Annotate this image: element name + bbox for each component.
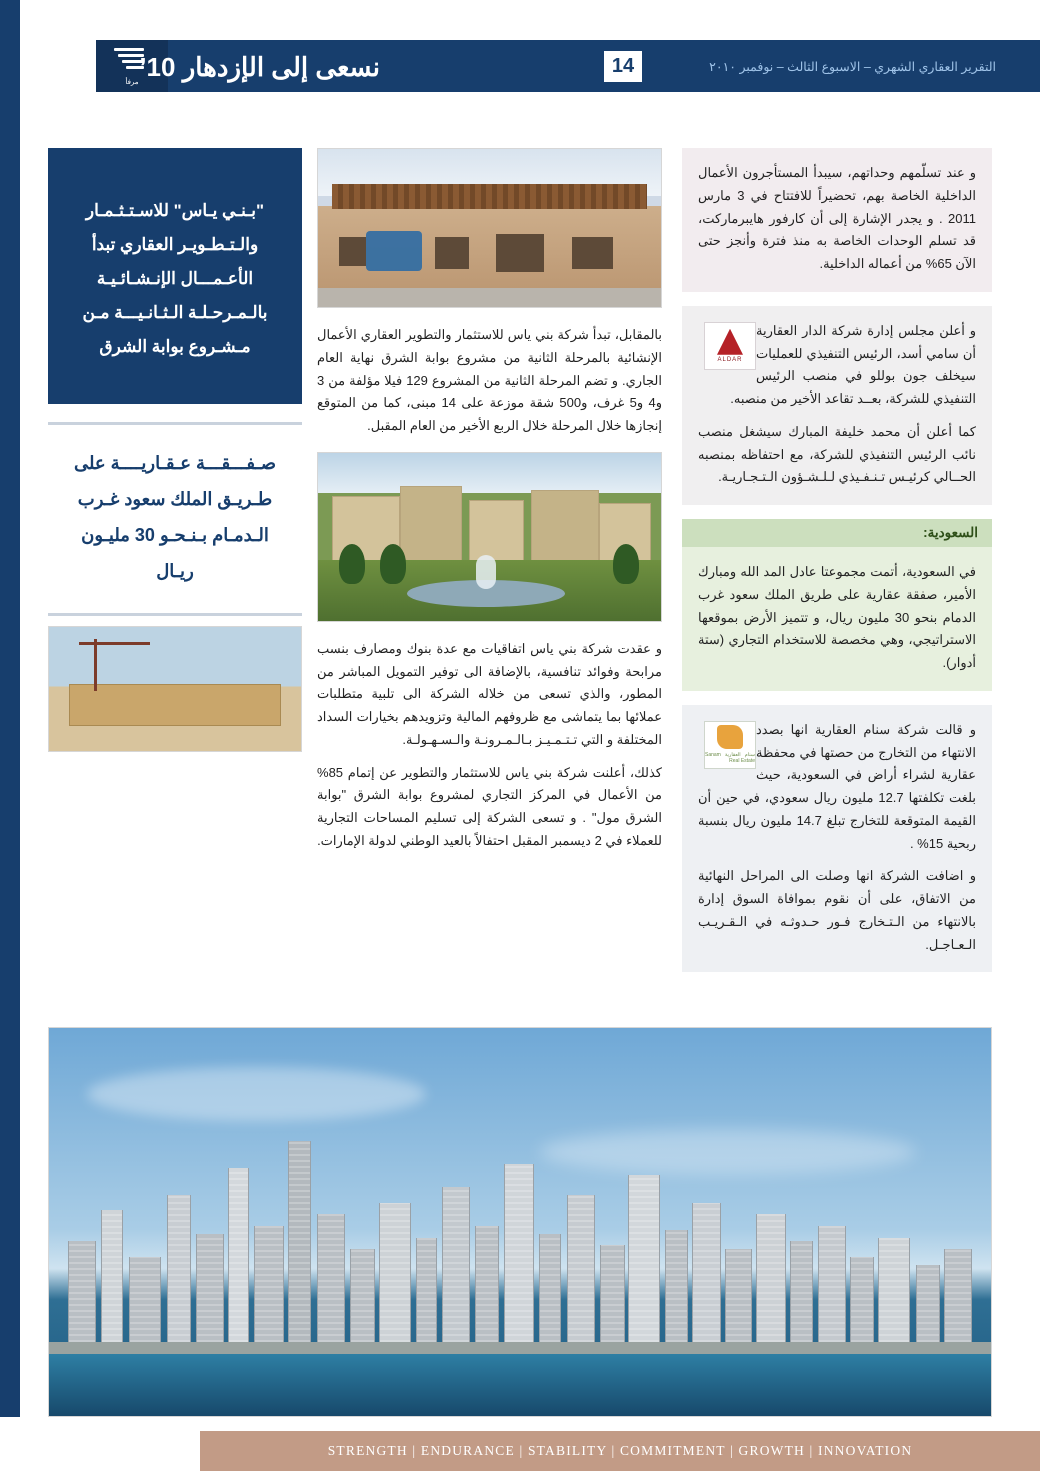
pull-quote-deal: صـفـــقـــة عـقـاريــــة على طـريـق الملك سعود غـرب الـدمـام بـنـحـو 30 مليـون ريـال — [73, 453, 277, 581]
photo-sea — [49, 1354, 991, 1416]
paragraph: و عند تسلّمهم وحداتهم، سيبدأ المستأجرون الأعمال الداخلية الخاصة بهم، تحضيراً للافتتاح في 3 مارس 2011 . و يجدر الإشارة إلى أن كارفور هايبرماركت، قد تسلم الوحدات الخاصة به منذ فترة وأنجز حتى الآن 65% من أعماله الداخلية. — [698, 165, 976, 271]
article-block-sanam — [682, 705, 992, 973]
divider — [48, 613, 302, 616]
paragraph: كما أعلن أن محمد خليفة المبارك سيشغل منصب نائب الرئيس التنفيذي للشركة، مع احتفاظه بمنصبه الحــالي كرئيـس تـنـفـيذي لـلـشـؤون الـتـجـاريـة. — [698, 423, 976, 485]
photo-crane-mast — [94, 639, 97, 691]
sanam-glyph-icon — [717, 725, 743, 749]
logo-subtext: مرفأ — [125, 79, 139, 86]
photo-ground — [318, 288, 661, 307]
header-tagline: نسعى إلى الإزدهار 10’ — [139, 52, 380, 82]
paragraph: كذلك، أعلنت شركة بني ياس للاستثمار والتطوير عن إتمام 85% من الأعمال في المركز التجاري لمشروع بوابة الشرق "بوابة الشرق مول" . و تسعى الشركة إلى تسليم المساحات التجارية للعملاء في 2 ديسمبر المقبل احتفالاً بالعيد الوطني لدولة الإمارات. — [317, 764, 662, 848]
article-block-saudi — [682, 519, 992, 691]
left-accent-strip — [0, 0, 20, 1471]
photo-crane-arm — [79, 642, 150, 645]
article-block-aldar — [682, 306, 992, 505]
paragraph: في السعودية، أتمت مجموعتا عادل المد الله ومبارك الأمير، صفقة عقارية على طريق الملك سعود غرب الدمام بنحو 30 مليون ريال، و تتميز الأرض بموقعها الاستراتيجي، وهي مخصصة للاستخدام التجاري (ستة أدوار). — [698, 564, 976, 670]
article-block-saudi-body — [682, 547, 992, 691]
right-text-column — [682, 148, 992, 986]
footer-bar — [200, 1431, 1040, 1471]
middle-column — [317, 148, 662, 853]
photo-bantyas-mall — [317, 148, 662, 308]
footer-tagline: STRENGTH | ENDURANCE | STABILITY | COMMITMENT | GROWTH | INNOVATION — [327, 1443, 913, 1458]
paragraph: بالمقابل، تبدأ شركة بني ياس للاستثمار والتطوير العقاري الأعمال الإنشائية بالمرحلة الثانية من مشروع بوابة الشرق نهاية العام الجاري. و تضم المرحلة الثانية من المشروع 129 فيلا مؤلفة من 3 و4 و5 غرف، و500 شقة موزعة على 14 مبنى، كما من المتوقع إنجازها خلال المرحلة خلال الربع الأخير من العام المقبل. — [317, 327, 662, 433]
aldar-glyph-icon — [717, 329, 743, 355]
footer-left-block — [0, 1431, 200, 1471]
divider — [48, 422, 302, 425]
sanam-logo-label: سنام العقارية Sanam Real Estate — [705, 752, 755, 765]
photo-pergola-roof — [332, 184, 648, 209]
pull-quote-banias: "بـنـي يـاس" للاسـتـثـمـار والـتـطـويـر العقاري تبدأ الأعـمـــال الإنـشـائـيـة بالـمـرحـلـة الـثـانـيـــة مـن مـشـروع بوابة الشرق — [48, 148, 302, 404]
photo-cloud — [87, 1067, 426, 1121]
photo-corniche — [49, 1342, 991, 1354]
sanam-logo — [704, 721, 756, 769]
page-header — [0, 0, 1040, 113]
left-accent-strip-inner — [20, 113, 28, 1471]
paragraph: و قالت شركة سنام العقارية انها بصدد الانتهاء من التخارج من حصتها في محفظة عقارية لشراء أراض في السعودية، حيث بلغت تكلفتها 12.7 مليون ريال سعودي، في حين أن القيمة المتوقعة للتخارج تبلغ 14.7 مليون ريال بنسبة ربحية 15% . — [698, 721, 976, 851]
section-heading-saudi: السعودية: — [682, 519, 992, 547]
photo-residential-community — [317, 452, 662, 622]
photo-city-skyline-panorama — [48, 1027, 992, 1417]
paragraph: و أعلن مجلس إدارة شركة الدار العقارية أن سامي أسد، الرئيس التنفيذي للعمليات سيخلف جون بوللو في منصب الرئيس التنفيذي للشركة، بعــد تقاعد الأخير من منصبه. — [730, 322, 976, 406]
photo-structure — [69, 684, 281, 726]
aldar-logo-label: ALDAR — [717, 356, 743, 363]
photo-bantyas-sign — [366, 231, 422, 271]
page-footer — [0, 1417, 1040, 1471]
page-number: 14 — [603, 50, 643, 83]
photo-cloud — [539, 1129, 916, 1176]
paragraph: و اضافت الشركة انها وصلت الى المراحل النهائية من الاتفاق، على أن نقوم بموافاة السوق إدارة بالانتهاء من الـتـخارج فـور حـدوثـه في الـقـريـب الـعـاجـل. — [698, 868, 976, 952]
aldar-logo — [704, 322, 756, 370]
photo-fountain — [476, 555, 496, 589]
sidebar-column — [48, 148, 302, 752]
photo-construction-site — [48, 626, 302, 752]
header-meta-line: التقرير العقاري الشهري – الاسبوع الثالث – نوفمبر ٢٠١٠ — [709, 60, 996, 74]
photo-sky — [318, 453, 661, 493]
article-block-handover — [682, 148, 992, 292]
paragraph: و عقدت شركة بني ياس اتفاقيات مع عدة بنوك ومصارف بنسب مرابحة وفوائد تنافسية، بالإضافة الى توفير التمويل المباشر من المطور، والذي تسعى من خلاله الشركة الى تلبية متطلبات عملائها بما يتماشى مع ظروفهم المالية وتزويدهم بخيارات السداد المختلفة و التي تـتـمـيـز بـالـمـرونـة والـسـهـولـة. — [317, 640, 662, 747]
